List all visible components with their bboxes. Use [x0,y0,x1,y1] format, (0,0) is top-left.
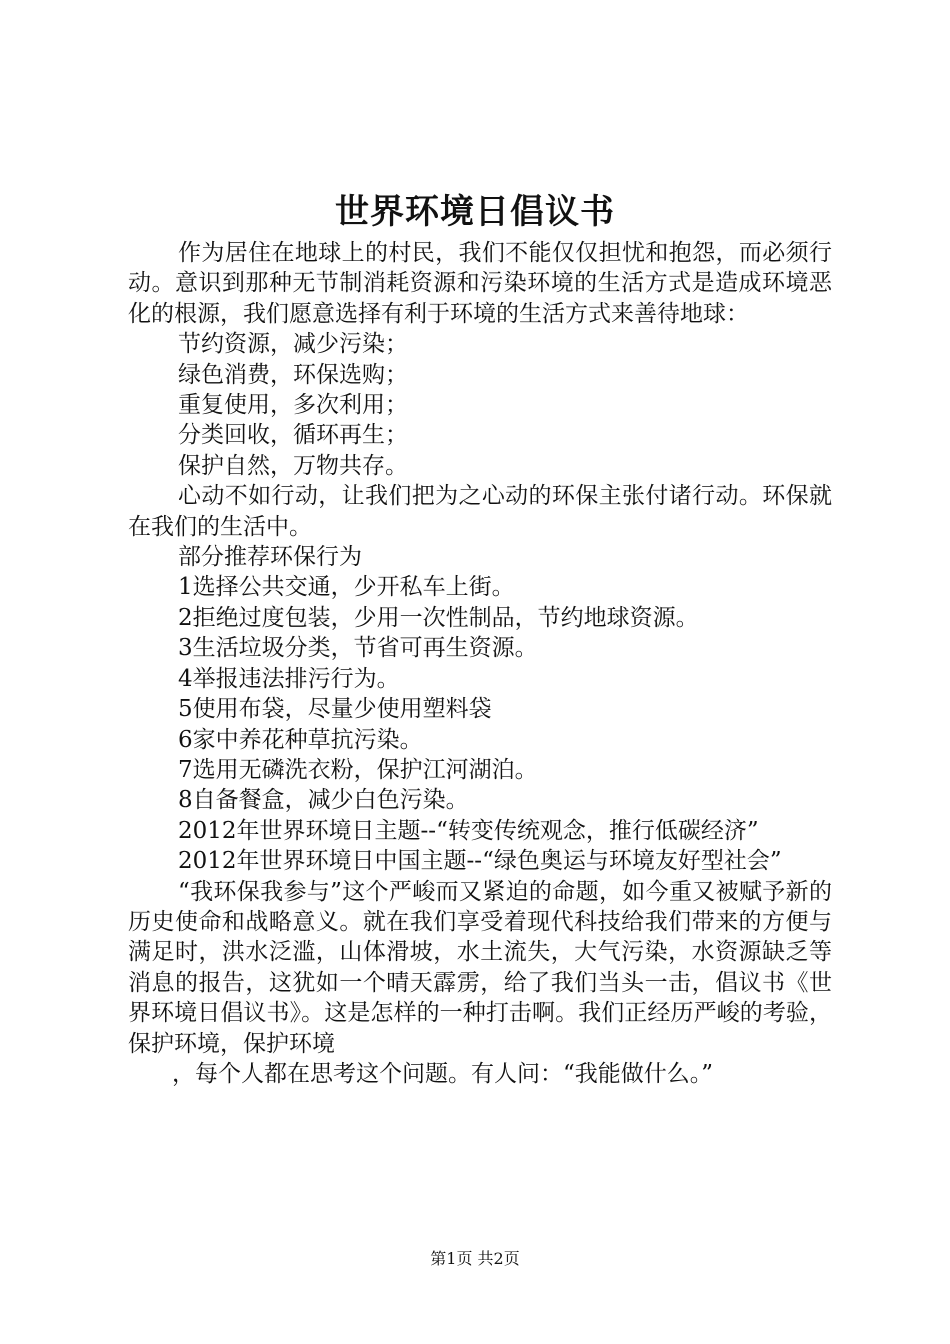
slogan-item: 分类回收，循环再生； [178,422,408,449]
list-item: 6家中养花种草抗污染。 [178,726,423,753]
list-item: 4举报违法排污行为。 [178,665,400,692]
list-item: 8自备餐盒，减少白色污染。 [178,787,469,814]
slogan-item: 保护自然，万物共存。 [178,452,408,479]
list-item: 3生活垃圾分类，节省可再生资源。 [178,635,538,662]
slogan-item: 节约资源，减少污染； [178,331,408,358]
paragraph-closing: ，每个人都在思考这个问题。有人问：“我能做什么。” [172,1060,714,1087]
list-item: 2拒绝过度包装，少用一次性制品，节约地球资源。 [178,604,699,631]
list-item: 7选用无磷洗衣粉，保护江河湖泊。 [178,756,538,783]
page-footer: 第1页 共2页 [430,1249,520,1268]
paragraph-action: 心动不如行动，让我们把为之心动的环保主张付诸行动。环保就在我们的生活中。 [128,483,832,540]
theme-2012-china: 2012年世界环境日中国主题--“绿色奥运与环境友好型社会” [178,848,782,875]
paragraph-intro: 作为居住在地球上的村民，我们不能仅仅担忧和抱怨，而必须行动。意识到那种无节制消耗资源和污染环境的生活方式是造成环境恶化的根源，我们愿意选择有利于环境的生活方式来善待地球： [128,240,832,327]
document-body [128,238,832,1089]
paragraph-main: “我环保我参与”这个严峻而又紧迫的命题，如今重又被赋予新的历史使命和战略意义。就在我们享受着现代科技给我们带来的方便与满足时，洪水泛滥，山体滑坡，水土流失，大气污染，水资源缺乏等消息的报告，这犹如一个晴天霹雳，给了我们当头一击，倡议书《世界环境日倡议书》。这是怎样的一种打击啊。我们正经历严峻的考验，保护环境，保护环境 [128,878,832,1057]
theme-2012-global: 2012年世界环境日主题--“转变传统观念，推行低碳经济” [178,817,759,844]
document-title: 世界环境日倡议书 [335,192,615,232]
list-heading: 部分推荐环保行为 [178,544,362,571]
slogan-item: 重复使用，多次利用； [178,392,408,419]
list-item: 1选择公共交通，少开私车上街。 [178,574,515,601]
slogan-item: 绿色消费，环保选购； [178,361,408,388]
list-item: 5使用布袋，尽量少使用塑料袋 [178,696,492,723]
